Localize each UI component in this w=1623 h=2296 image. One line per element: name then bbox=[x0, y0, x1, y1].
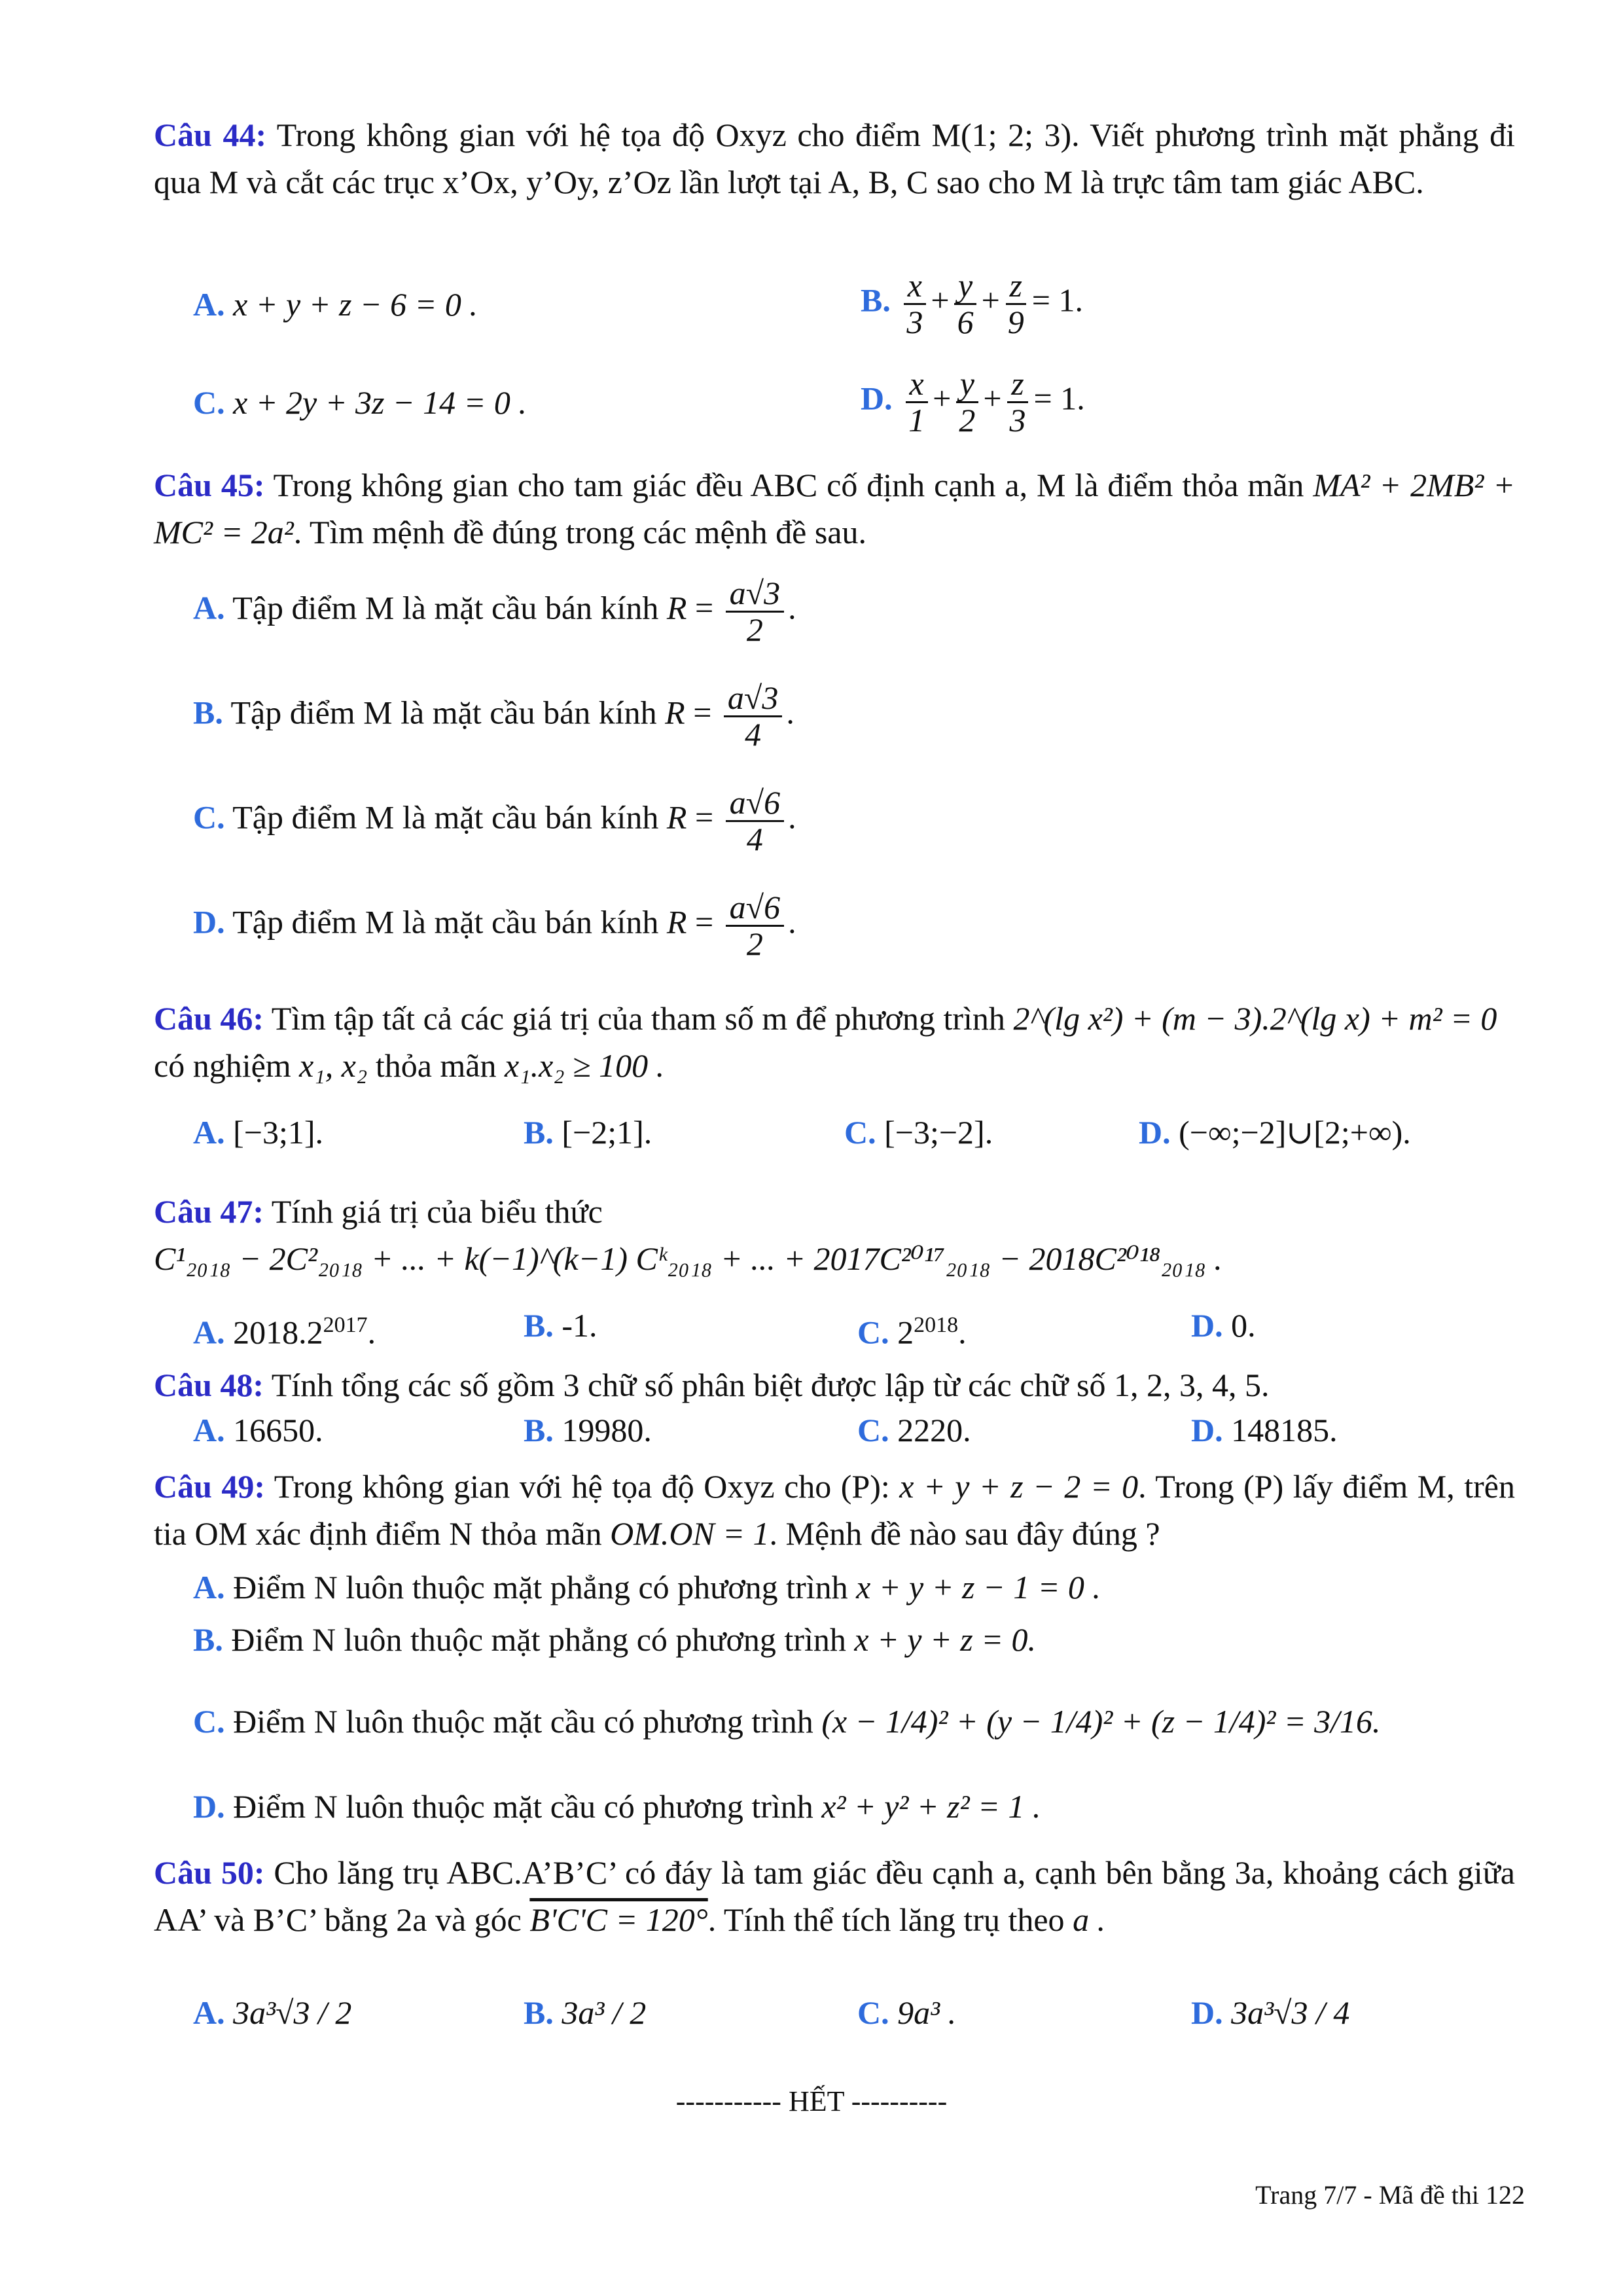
question-44 bbox=[154, 111, 1515, 206]
question-text: Trong không gian với hệ tọa độ Oxyz cho điểm M(1; 2; 3). Viết phương trình mặt phẳng đi qua M và cắt các trục x’Ox, y’Oy, z’Oz lần lượt tại A, B, C sao cho M là trực tâm tam giác ABC. bbox=[154, 117, 1515, 200]
option-44-c[interactable]: C. x + 2y + 3z − 14 = 0 . bbox=[193, 384, 527, 421]
option-46-b[interactable]: B. [−2;1]. bbox=[524, 1114, 652, 1151]
formula: 2^(lg x²) + (m − 3).2^(lg x) + m² = 0 bbox=[1013, 1000, 1497, 1037]
option-46-d[interactable]: D. (−∞;−2]∪[2;+∞). bbox=[1139, 1114, 1411, 1151]
option-47-a[interactable]: A. $2018.2^{2017}$. bbox=[193, 1313, 376, 1351]
formula: C¹₂₀₁₈ − 2C²₂₀₁₈ + ... + k(−1)^(k−1) Cᵏ₂₀₁₈ + ... + 2017C²⁰¹⁷₂₀₁₈ − 2018C²⁰¹⁸₂₀₁₈ . bbox=[154, 1240, 1222, 1277]
option-49-d[interactable]: D. Điểm N luôn thuộc mặt cầu có phương trình x² + y² + z² = 1 . bbox=[193, 1788, 1041, 1825]
option-50-a[interactable]: A. 3a³√3 / 2 bbox=[193, 1994, 352, 2031]
end-marker: ----------- HẾT ---------- bbox=[675, 2085, 948, 2117]
question-50: Câu 50: Cho lăng trụ ABC.A’B’C’ có đáy là tam giác đều cạnh a, cạnh bên bằng 3a, khoảng cách giữa AA’ và B’C’ bằng 2a và góc B'C'C = 120°. Tính thể tích lăng trụ theo a . bbox=[154, 1854, 1515, 1938]
option-49-c[interactable]: C. Điểm N luôn thuộc mặt cầu có phương trình (x − 1/4)² + (y − 1/4)² + (z − 1/4)² = 3/16. bbox=[193, 1703, 1381, 1740]
option-48-a[interactable]: A. 16650. bbox=[193, 1412, 323, 1448]
option-47-d[interactable]: D. 0. bbox=[1191, 1307, 1256, 1344]
page-footer: Trang 7/7 - Mã đề thi 122 bbox=[1255, 2180, 1525, 2210]
option-48-d[interactable]: D. 148185. bbox=[1191, 1412, 1338, 1448]
question-45: Câu 45: Trong không gian cho tam giác đều ABC cố định cạnh a, M là điểm thỏa mãn MA² + 2MB² + MC² = 2a². Tìm mệnh đề đúng trong các mệnh đề sau. bbox=[154, 467, 1515, 550]
formula: MA² + 2MB² + MC² = 2a² bbox=[154, 467, 1515, 550]
question-49: Câu 49: Trong không gian với hệ tọa độ Oxyz cho (P): x + y + z − 2 = 0. Trong (P) lấy điểm M, trên tia OM xác định điểm N thỏa mãn OM.ON = 1. Mệnh đề nào sau đây đúng ? bbox=[154, 1468, 1515, 1552]
option-49-a[interactable]: A. Điểm N luôn thuộc mặt phẳng có phương trình x + y + z − 1 = 0 . bbox=[193, 1569, 1101, 1605]
question-label: Câu 44: bbox=[154, 117, 267, 153]
option-50-c[interactable]: C. 9a³ . bbox=[857, 1994, 957, 2031]
option-44-a[interactable]: A. x + y + z − 6 = 0 . bbox=[193, 286, 478, 323]
option-45-d[interactable]: D. Tập điểm M là mặt cầu bán kính R = $\frac{a√6}{2}$ . bbox=[193, 889, 796, 962]
question-48: Câu 48: Tính tổng các số gồm 3 chữ số phân biệt được lập từ các chữ số 1, 2, 3, 4, 5. bbox=[154, 1367, 1270, 1403]
option-45-c[interactable]: C. Tập điểm M là mặt cầu bán kính R = $\frac{a√6}{4}$ . bbox=[193, 784, 796, 857]
option-47-c[interactable]: C. $2^{2018}$. bbox=[857, 1313, 967, 1351]
option-50-d[interactable]: D. 3a³√3 / 4 bbox=[1191, 1994, 1350, 2031]
option-44-d[interactable]: D. $\frac{x}{1}$ + $\frac{y}{2}$ + $\frac{z}{3}$ = 1. bbox=[861, 365, 1085, 439]
question-47: Câu 47: Tính giá trị của biểu thức C¹₂₀₁₈ − 2C²₂₀₁₈ + ... + k(−1)^(k−1) Cᵏ₂₀₁₈ + ... + 2017C²⁰¹⁷₂₀₁₈ − 2018C²⁰¹⁸₂₀₁₈ . bbox=[154, 1193, 1222, 1277]
option-48-c[interactable]: C. 2220. bbox=[857, 1412, 971, 1448]
option-48-b[interactable]: B. 19980. bbox=[524, 1412, 652, 1448]
option-45-b[interactable]: B. Tập điểm M là mặt cầu bán kính R = $\frac{a√3}{4}$ . bbox=[193, 679, 794, 753]
option-45-a[interactable]: A. Tập điểm M là mặt cầu bán kính R = $\frac{a√3}{2}$ . bbox=[193, 575, 796, 648]
option-44-b[interactable]: B. $\frac{x}{3}$ + $\frac{y}{6}$ + $\frac{z}{9}$ = 1. bbox=[861, 267, 1083, 340]
option-47-b[interactable]: B. -1. bbox=[524, 1307, 597, 1344]
option-50-b[interactable]: B. 3a³ / 2 bbox=[524, 1994, 647, 2031]
option-49-b[interactable]: B. Điểm N luôn thuộc mặt phẳng có phương trình x + y + z = 0. bbox=[193, 1621, 1036, 1658]
question-46: Câu 46: Tìm tập tất cả các giá trị của tham số m để phương trình 2^(lg x²) + (m − 3).2^(lg x) + m² = 0 có nghiệm x₁, x₂ thỏa mãn x₁.x₂ ≥ 100 . bbox=[154, 1000, 1497, 1084]
option-46-c[interactable]: C. [−3;−2]. bbox=[844, 1114, 993, 1151]
option-46-a[interactable]: A. [−3;1]. bbox=[193, 1114, 323, 1151]
